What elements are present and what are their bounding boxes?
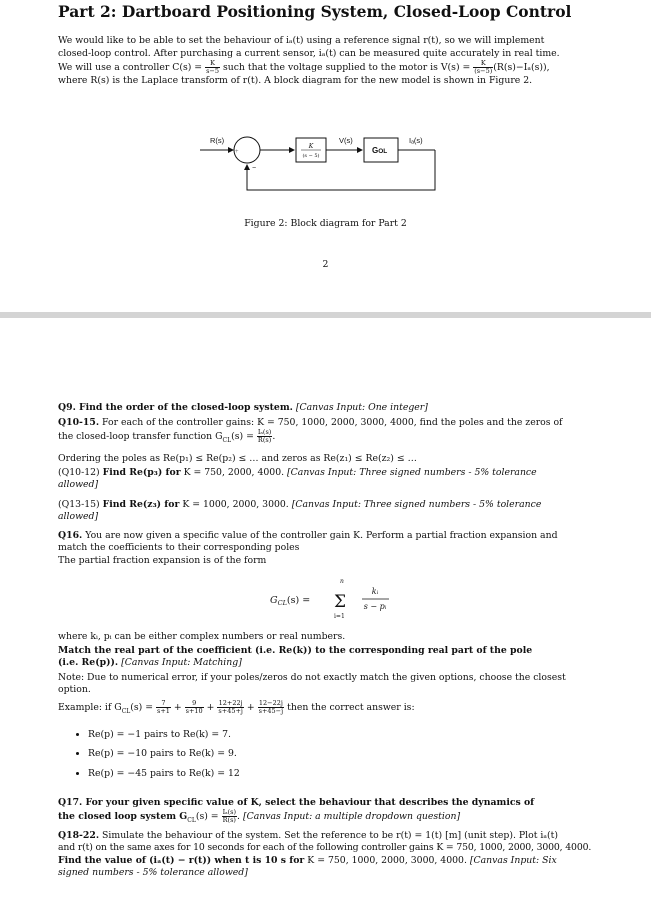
pfe-upper: n <box>340 578 344 585</box>
note-line2: option. <box>58 684 91 696</box>
page-2-top <box>0 0 651 312</box>
q10-line2c: . <box>272 431 276 443</box>
intro-text: such that the voltage supplied to the motor is V(s) = <box>219 62 474 73</box>
q18-line2: and r(t) on the same axes for 10 seconds for each of the following controller gains K = 750, 1000, 2000, 3000, 4000. <box>58 842 592 854</box>
q10-15 <box>58 417 598 448</box>
voltage-fraction <box>473 60 493 75</box>
example-term-3 <box>217 700 244 715</box>
example-term-2 <box>185 700 204 715</box>
svg-text:GCL(s) = <box>270 595 310 607</box>
part-title: Part 2: Dartboard Positioning System, Closed-Loop Control <box>58 2 572 21</box>
q17-sub: CL <box>187 817 196 825</box>
fraction-numerator: K <box>473 60 493 68</box>
q18-22 <box>58 830 598 880</box>
fraction-denominator: s+1 <box>157 707 170 715</box>
ordering-note: Ordering the poles as Re(p₁) ≤ Re(p₂) ≤ … and zeros as Re(z₁) ≤ Re(z₂) ≤ … <box>58 453 417 464</box>
figure-caption: Figure 2: Block diagram for Part 2 <box>244 218 407 229</box>
plant-label: GOL <box>372 146 388 155</box>
pfe-lhs: G <box>270 595 278 606</box>
r-label: R(s) <box>210 136 225 145</box>
block-diagram <box>190 128 440 208</box>
fraction-denominator: (s−5) <box>474 67 493 75</box>
q16-text: You are now given a specific value of the controller gain K. Perform a partial fraction expansion and <box>82 530 558 541</box>
q10-sub: CL <box>222 437 232 445</box>
intro-text: (R(s)−Iₐ(s)), <box>493 62 550 73</box>
q10-12-lead: (Q10-12) <box>58 467 103 478</box>
q13-15-bold: Find Re(z₃) for <box>102 499 180 510</box>
q17-fraction <box>222 809 237 824</box>
match-line1: Match the real part of the coefficient (i.e. Re(k)) to the corresponding real part of the pole <box>58 645 533 656</box>
q16-lead: Q16. <box>58 530 83 541</box>
controller-fraction <box>205 60 220 75</box>
example-a: Example: if G <box>58 702 122 713</box>
q10-line2b: (s) = <box>231 431 257 443</box>
example-answer-list <box>70 729 610 787</box>
fraction-numerator: 9 <box>185 700 204 708</box>
q10-12-note2: allowed] <box>58 479 99 491</box>
plus-sign: + <box>235 149 239 155</box>
fraction-numerator: 12+22j <box>218 699 243 707</box>
q13-15-k: K = 1000, 2000, 3000. <box>179 499 289 510</box>
q10-12-k: K = 750, 2000, 4000. <box>180 467 285 478</box>
partial-fraction-equation <box>270 574 410 624</box>
q13-15-note: [Canvas Input: Three signed numbers - 5% tolerance <box>288 499 542 510</box>
intro-line: closed-loop control. After purchasing a current sensor, iₐ(t) can be measured quite accurately in real time. <box>58 47 560 59</box>
example-c: then the correct answer is: <box>284 702 415 713</box>
intro-line: where R(s) is the Laplace transform of r(t). A block diagram for the new model is shown in Figure 2. <box>58 75 533 86</box>
fraction-denominator: s+45−j <box>258 707 284 715</box>
q13-15-note2: allowed] <box>58 511 99 523</box>
q10-line2: the closed-loop transfer function G <box>58 431 223 443</box>
fraction-denominator: R(s) <box>257 436 272 445</box>
gcl-fraction <box>257 429 272 444</box>
fraction-numerator: Iₐ(s) <box>257 428 272 437</box>
note <box>58 672 598 697</box>
list-item: • Re(p) = −10 pairs to Re(k) = 9. <box>88 748 610 760</box>
pfe-denominator: s − pᵢ <box>363 602 387 611</box>
q17-line2b: (s) = <box>195 811 222 823</box>
q9-title: Q9. Find the order of the closed-loop system. <box>58 402 293 413</box>
example-b: (s) = <box>130 702 157 713</box>
ia-label: Iₐ(s) <box>409 136 423 145</box>
q16-line2: match the coefficients to their corresponding poles <box>58 542 300 554</box>
q18-note2: signed numbers - 5% tolerance allowed] <box>58 867 248 879</box>
controller-numerator: K <box>308 143 314 150</box>
intro-paragraph <box>58 35 592 88</box>
fraction-denominator: s−5 <box>206 67 219 75</box>
q18-note: [Canvas Input: Six <box>466 854 557 866</box>
controller-denominator: (s − 5) <box>302 153 320 159</box>
q9 <box>58 402 598 414</box>
q10-lead: Q10-15. <box>58 417 100 428</box>
page-3 <box>0 318 651 898</box>
example: Example: if $G_{CL}(s)$ = $\frac{7}{s+1}$ + $\frac{9}{s+10}$ + $\frac{12+22j}{s+45+j}$ + $\frac{12-22j}{s+45-j}$ then the correct answer is: <box>58 699 415 715</box>
pfe-lhs-b: (s) = <box>286 595 311 606</box>
q13-15 <box>58 499 598 524</box>
fraction-numerator: 12−22j <box>258 699 283 707</box>
example-term-4 <box>258 700 285 715</box>
pfe-sigma: Σ <box>334 592 347 612</box>
q13-15-lead: (Q13-15) <box>58 499 103 510</box>
feedback-path <box>247 150 435 190</box>
list-item: • Re(p) = −45 pairs to Re(k) = 12 <box>88 768 610 780</box>
q17-line2: the closed loop system G <box>58 811 188 823</box>
note-line1: Note: Due to numerical error, if your poles/zeros do not exactly match the given options, choose the closest <box>58 672 566 683</box>
pfe-numerator: kᵢ <box>371 587 379 596</box>
fraction-denominator: s+45+j <box>218 707 243 715</box>
q10-12-bold: Find Re(p₃) for <box>102 467 181 478</box>
minus-sign: − <box>252 165 257 172</box>
q10-12 <box>58 467 598 492</box>
q17-line2c: . <box>237 811 241 823</box>
intro-text: We will use a controller C(s) = <box>58 62 206 73</box>
intro-line: We would like to be able to set the behaviour of iₐ(t) using a reference signal r(t), so we will implement <box>58 35 545 46</box>
match-note: [Canvas Input: Matching] <box>118 657 242 669</box>
intro-line <box>58 60 592 75</box>
q18-bold: Find the value of (iₐ(t) − r(t)) when t is 10 s for <box>58 854 305 866</box>
q17 <box>58 797 598 828</box>
fraction-denominator: s+10 <box>185 707 203 715</box>
page-number: 2 <box>322 259 329 270</box>
example-sub: CL <box>121 707 131 715</box>
q17-note: [Canvas Input: a multiple dropdown question] <box>240 811 461 823</box>
list-item: • Re(p) = −1 pairs to Re(k) = 7. <box>88 729 610 741</box>
q16 <box>58 530 598 567</box>
fraction-numerator: Iₐ(s) <box>222 808 237 817</box>
pfe-lower: i=1 <box>334 613 345 620</box>
fraction-denominator: R(s) <box>222 816 236 825</box>
fraction-numerator: K <box>205 60 220 68</box>
v-label: V(s) <box>339 136 353 145</box>
match-line2: (i.e. Re(p)). <box>58 657 119 669</box>
fraction-numerator: 7 <box>156 700 171 708</box>
q9-note: [Canvas Input: One integer] <box>292 402 428 413</box>
q17-line1: Q17. For your given specific value of K, select the behaviour that describes the dynamics of <box>58 797 535 808</box>
example-term-1 <box>156 700 171 715</box>
match-instruction <box>58 645 598 670</box>
where-line: where kᵢ, pᵢ can be either complex numbers or real numbers. <box>58 631 346 642</box>
q18-lead: Q18-22. <box>58 830 100 841</box>
q10-text: For each of the controller gains: K = 750, 1000, 2000, 3000, 4000, find the poles and the zeros of <box>99 417 563 428</box>
q10-12-note: [Canvas Input: Three signed numbers - 5% tolerance <box>284 467 537 478</box>
q16-line3: The partial fraction expansion is of the form <box>58 554 267 566</box>
q18-k: K = 750, 1000, 2000, 3000, 4000. <box>304 854 467 866</box>
q18-line1: Simulate the behaviour of the system. Set the reference to be r(t) = 1(t) [m] (unit step). Plot iₐ(t) <box>99 830 558 841</box>
pfe-lhs-sub: CL <box>277 599 287 607</box>
